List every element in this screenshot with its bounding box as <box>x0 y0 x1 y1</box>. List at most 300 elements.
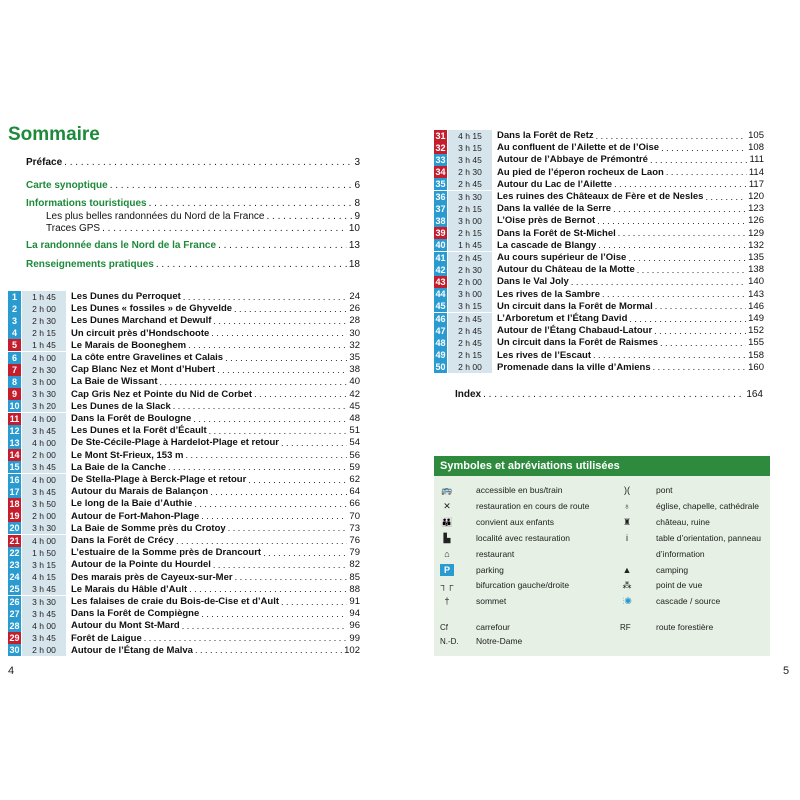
leader-dots <box>195 645 342 655</box>
leader-dots <box>160 377 348 387</box>
route-number-badge: 12 <box>9 425 20 436</box>
church-icon: ♁ <box>623 501 631 511</box>
route-page: 70 <box>349 510 360 522</box>
leader-dots <box>653 362 747 372</box>
route-entry[interactable] <box>8 290 360 303</box>
route-page: 54 <box>349 437 360 449</box>
route-duration: 2 h 45 <box>448 178 492 190</box>
route-duration: 4 h 00 <box>22 474 66 486</box>
route-name: Autour de l’Étang de Malva <box>71 644 193 656</box>
route-name: Dans la Forêt de Compiègne <box>71 608 200 620</box>
route-number-badge: 41 <box>435 252 446 263</box>
route-page: 146 <box>748 300 764 312</box>
route-number-badge: 4 <box>8 327 21 339</box>
route-duration: 2 h 30 <box>22 315 66 327</box>
route-page: 138 <box>748 264 764 276</box>
toc-page: 10 <box>348 223 360 234</box>
route-page: 114 <box>748 166 764 178</box>
route-duration: 2 h 45 <box>448 325 492 337</box>
leader-dots <box>655 301 746 311</box>
route-page: 88 <box>349 583 360 595</box>
route-name: Un circuit dans la Forêt de Mormal <box>497 300 653 312</box>
leader-dots <box>194 499 347 509</box>
leader-dots <box>281 597 347 607</box>
route-entry[interactable] <box>8 546 360 559</box>
route-number-badge: 28 <box>9 620 20 631</box>
leader-dots <box>654 326 746 336</box>
route-entry[interactable] <box>434 263 764 276</box>
route-entry[interactable] <box>8 449 360 462</box>
route-name: De Ste-Cécile-Plage à Hardelot-Plage et retour <box>71 437 280 449</box>
route-number-badge: 27 <box>9 608 20 619</box>
route-duration: 3 h 30 <box>22 596 66 608</box>
route-duration: 4 h 15 <box>22 571 66 583</box>
toc-preface[interactable] <box>26 156 360 169</box>
route-name: Les rives de la Sambre <box>497 288 600 300</box>
route-duration: 4 h 15 <box>448 130 492 142</box>
leader-dots <box>225 353 347 363</box>
route-name: La côte entre Gravelines et Calais <box>71 352 224 363</box>
route-number-badge: 33 <box>435 154 446 165</box>
route-name: La Baie de Wissant <box>71 376 158 388</box>
waterfall-icon: ⫶◉ <box>622 595 632 606</box>
route-number-badge: 23 <box>9 559 20 570</box>
route-entry[interactable] <box>8 424 360 437</box>
legend-text: table d’orientation, panneau <box>656 533 761 543</box>
route-entry[interactable] <box>434 178 764 191</box>
route-number-badge: 26 <box>9 596 20 607</box>
route-duration: 2 h 30 <box>448 264 492 276</box>
route-page: 40 <box>349 376 360 388</box>
route-entry[interactable] <box>434 324 764 337</box>
route-duration: 3 h 00 <box>448 215 492 227</box>
route-page: 158 <box>748 349 764 361</box>
route-number-badge: 40 <box>435 240 446 251</box>
legend-entry <box>440 563 504 577</box>
route-entry[interactable] <box>8 485 360 498</box>
route-number-badge: 3 <box>8 315 21 327</box>
legend-entry <box>620 547 705 561</box>
leader-dots <box>183 292 348 302</box>
leader-dots <box>211 328 347 338</box>
route-duration: 3 h 30 <box>22 522 66 534</box>
route-entry[interactable] <box>8 510 360 523</box>
leader-dots <box>173 401 348 411</box>
leader-dots <box>235 572 348 582</box>
leader-dots <box>614 179 747 189</box>
toc-label: La randonnée dans le Nord de la France <box>26 240 217 251</box>
route-entry[interactable] <box>434 300 764 313</box>
legend-text: camping <box>656 565 689 575</box>
viewpoint-icon: ⁂ <box>622 579 632 590</box>
route-name: Les falaises de craie du Bois-de-Cise et d’Ault <box>71 596 280 607</box>
toc-label: Index <box>455 389 482 400</box>
legend-text: carrefour <box>476 622 511 632</box>
leader-dots <box>666 167 747 177</box>
route-entry[interactable] <box>8 522 360 535</box>
route-entry[interactable] <box>8 302 360 315</box>
route-duration: 1 h 45 <box>448 239 492 251</box>
route-entry[interactable] <box>434 227 764 240</box>
route-number-badge: 19 <box>9 511 20 522</box>
route-page: 94 <box>349 608 360 620</box>
route-entry[interactable] <box>8 632 360 645</box>
route-entry[interactable] <box>8 375 360 388</box>
route-name: L’estuaire de la Somme près de Drancourt <box>71 547 262 559</box>
route-duration: 3 h 20 <box>22 400 66 412</box>
leader-dots <box>189 584 347 594</box>
route-page: 96 <box>349 620 360 632</box>
route-duration: 2 h 45 <box>448 337 492 349</box>
legend-entry <box>440 531 570 545</box>
leader-dots <box>213 560 348 570</box>
route-duration: 3 h 50 <box>22 498 66 510</box>
route-page: 132 <box>748 239 764 251</box>
route-name: Autour du Château de la Motte <box>497 264 635 276</box>
route-entry[interactable] <box>8 388 360 401</box>
route-duration: 3 h 15 <box>448 142 492 154</box>
route-number-badge: 44 <box>435 289 446 300</box>
route-number-badge: 29 <box>9 633 20 644</box>
legend-title: Symboles et abréviations utilisées <box>434 456 770 476</box>
route-entry[interactable] <box>434 202 764 215</box>
route-number-badge: 49 <box>435 350 446 361</box>
route-duration: 2 h 45 <box>448 313 492 325</box>
route-duration: 3 h 45 <box>22 632 66 644</box>
info-icon: i <box>626 533 628 543</box>
route-entry[interactable] <box>434 166 764 179</box>
leader-dots <box>185 450 347 460</box>
route-number-badge: 31 <box>435 130 446 141</box>
route-entry[interactable] <box>434 288 764 301</box>
leader-dots <box>650 155 748 165</box>
route-name: L’Oise près de Bernot <box>497 215 596 227</box>
route-name: Autour du Mont St-Mard <box>71 620 180 632</box>
route-page: 102 <box>344 644 360 656</box>
route-page: 123 <box>748 203 764 215</box>
leader-dots <box>596 131 747 141</box>
route-number-badge: 45 <box>435 301 446 312</box>
route-number-badge: 30 <box>9 645 20 656</box>
route-entry[interactable] <box>8 473 360 486</box>
route-entry[interactable] <box>8 327 360 340</box>
route-entry[interactable] <box>434 275 764 288</box>
route-entry[interactable] <box>8 339 360 352</box>
route-name: Les Dunes du Perroquet <box>71 291 181 302</box>
leader-dots <box>201 511 347 521</box>
legend-entry <box>620 620 713 634</box>
leader-dots <box>281 438 347 448</box>
leader-dots <box>618 228 746 238</box>
route-entry[interactable] <box>8 619 360 632</box>
route-name: Autour du Marais de Balançon <box>71 486 209 498</box>
leader-dots <box>660 338 746 348</box>
route-name: Cap Gris Nez et Pointe du Nid de Corbet <box>71 388 253 400</box>
route-page: 160 <box>748 361 764 373</box>
route-entry[interactable] <box>8 571 360 584</box>
route-name: Au cours supérieur de l’Oise <box>497 252 627 263</box>
route-entry[interactable] <box>8 363 360 376</box>
route-number-badge: 9 <box>8 388 21 400</box>
toc-page: 13 <box>348 240 360 251</box>
route-entry[interactable] <box>434 349 764 362</box>
route-page: 140 <box>748 276 764 288</box>
leader-dots <box>254 389 347 399</box>
route-entry[interactable] <box>8 351 360 364</box>
route-entry[interactable] <box>434 361 764 374</box>
route-entry[interactable] <box>434 312 764 325</box>
route-number-badge: 11 <box>9 413 20 424</box>
route-entry[interactable] <box>8 595 360 608</box>
leader-dots <box>228 523 348 533</box>
toc-page: 9 <box>354 211 360 222</box>
legend-text: Notre-Dame <box>476 636 523 646</box>
toc-label: Informations touristiques <box>26 198 147 209</box>
legend-text: sommet <box>476 596 507 606</box>
route-page: 30 <box>349 327 360 339</box>
route-name: La Baie de Somme près du Crotoy <box>71 522 226 534</box>
legend-text: restauration en cours de route <box>476 501 590 511</box>
route-page: 26 <box>349 303 360 315</box>
route-page: 45 <box>349 400 360 412</box>
leader-dots <box>593 350 746 360</box>
route-entry[interactable] <box>434 251 764 264</box>
route-duration: 3 h 30 <box>448 191 492 203</box>
route-number-badge: 6 <box>8 352 21 364</box>
legend-entry <box>440 578 569 592</box>
route-number-badge: 21 <box>9 535 20 546</box>
toc-traces-gps[interactable] <box>46 222 360 235</box>
route-duration: 3 h 30 <box>22 388 66 400</box>
route-duration: 3 h 45 <box>22 583 66 595</box>
leader-dots <box>602 289 746 299</box>
route-number-badge: 25 <box>9 584 20 595</box>
route-number-badge: 16 <box>9 474 20 485</box>
route-name: Forêt de Laigue <box>71 632 142 644</box>
route-duration: 4 h 00 <box>22 352 66 364</box>
route-name: Dans la vallée de la Serre <box>497 203 612 215</box>
route-duration: 3 h 00 <box>22 376 66 388</box>
leader-dots <box>571 277 746 287</box>
route-entry[interactable] <box>8 314 360 327</box>
route-page: 73 <box>349 522 360 534</box>
camping-icon: ▲ <box>622 565 632 575</box>
route-number-badge: 39 <box>435 228 446 239</box>
route-entry[interactable] <box>434 141 764 154</box>
leader-dots <box>201 609 347 619</box>
legend-entry <box>620 594 720 608</box>
nd-abbr: N.-D. <box>440 636 459 646</box>
leader-dots <box>598 240 746 250</box>
legend-entry <box>440 547 514 561</box>
route-name: Les Dunes « fossiles » de Ghyvelde <box>71 303 233 315</box>
leader-dots <box>234 304 347 314</box>
route-duration: 3 h 45 <box>22 461 66 473</box>
leader-dots <box>661 143 746 153</box>
legend-text: route forestière <box>656 622 714 632</box>
route-number-badge: 7 <box>8 364 21 376</box>
toc-label: Préface <box>26 157 63 168</box>
route-page: 56 <box>349 449 360 461</box>
route-entry[interactable] <box>8 583 360 596</box>
legend-text: accessible en bus/train <box>476 485 563 495</box>
route-name: Les ruines des Châteaux de Fère et de Nesles <box>497 191 704 202</box>
route-duration: 2 h 00 <box>22 303 66 315</box>
route-number-badge: 42 <box>435 264 446 275</box>
village-icon: ▙ <box>443 532 451 543</box>
route-name: Autour du Lac de l’Ailette <box>497 178 613 190</box>
route-page: 82 <box>349 559 360 571</box>
route-number-badge: 2 <box>8 303 21 315</box>
route-entry[interactable] <box>8 558 360 571</box>
route-number-badge: 37 <box>435 203 446 214</box>
route-page: 62 <box>349 474 360 485</box>
legend-text: cascade / source <box>656 596 721 606</box>
route-number-badge: 50 <box>435 362 446 373</box>
legend-entry <box>620 578 702 592</box>
leader-dots <box>144 633 348 643</box>
route-duration: 3 h 45 <box>22 425 66 437</box>
route-entry[interactable] <box>8 534 360 547</box>
route-name: Dans le Val Joly <box>497 276 569 288</box>
route-entry[interactable] <box>8 607 360 620</box>
route-entry[interactable] <box>434 239 764 252</box>
leader-dots <box>168 462 347 472</box>
route-number-badge: 47 <box>435 325 446 336</box>
route-number-badge: 20 <box>9 523 20 534</box>
route-page: 143 <box>748 288 764 300</box>
page-number-right: 5 <box>783 665 790 677</box>
route-number-badge: 43 <box>435 276 446 287</box>
route-number-badge: 46 <box>435 313 446 324</box>
route-number-badge: 10 <box>9 401 20 412</box>
route-name: Dans la Forêt de Retz <box>497 130 594 141</box>
route-duration: 4 h 00 <box>22 413 66 425</box>
route-entry[interactable] <box>434 190 764 203</box>
route-page: 64 <box>349 486 360 498</box>
legend-text: église, chapelle, cathédrale <box>656 501 760 511</box>
toc-label: Traces GPS <box>46 223 101 234</box>
legend-entry <box>620 531 761 545</box>
leader-dots <box>637 265 746 275</box>
route-entry[interactable] <box>8 400 360 413</box>
route-number-badge: 34 <box>435 167 446 178</box>
route-page: 108 <box>748 142 764 154</box>
leader-dots <box>263 548 347 558</box>
legend-text: localité avec restauration <box>476 533 571 543</box>
legend-entry <box>440 594 506 608</box>
leader-dots <box>705 192 746 202</box>
route-name: Un circuit dans la Forêt de Raismes <box>497 337 659 349</box>
restaurant-route-icon: ✕ <box>443 500 451 511</box>
leader-dots <box>597 216 746 226</box>
route-page: 126 <box>748 215 764 227</box>
route-page: 38 <box>349 364 360 376</box>
route-number-badge: 24 <box>9 572 20 583</box>
route-duration: 2 h 00 <box>448 361 492 373</box>
route-number-badge: 22 <box>9 547 20 558</box>
route-duration: 1 h 45 <box>22 339 66 351</box>
toc-label: Les plus belles randonnées du Nord de la France <box>46 211 265 222</box>
route-number-badge: 38 <box>435 215 446 226</box>
route-page: 85 <box>349 571 360 583</box>
route-page: 99 <box>349 632 360 644</box>
route-entry[interactable] <box>8 644 360 657</box>
route-entry[interactable] <box>8 461 360 474</box>
route-duration: 1 h 45 <box>22 291 66 303</box>
route-entry[interactable] <box>8 412 360 425</box>
route-name: Le Mont St-Frieux, 153 m <box>71 449 184 461</box>
route-name: Autour de la Pointe du Hourdel <box>71 559 211 571</box>
route-name: La cascade de Blangy <box>497 239 597 251</box>
route-page: 120 <box>748 191 764 202</box>
route-entry[interactable] <box>8 497 360 510</box>
route-duration: 4 h 00 <box>22 437 66 449</box>
children-icon: 👪 <box>441 516 453 527</box>
route-duration: 2 h 00 <box>22 510 66 522</box>
route-duration: 2 h 45 <box>448 252 492 264</box>
leader-dots <box>248 475 347 485</box>
leader-dots <box>628 253 746 263</box>
route-name: De Stella-Plage à Berck-Plage et retour <box>71 474 247 485</box>
route-name: Dans la Forêt de St-Michel <box>497 227 616 239</box>
toc-informations[interactable] <box>26 197 360 210</box>
route-duration: 2 h 15 <box>448 203 492 215</box>
leader-dots <box>209 426 348 436</box>
route-page: 24 <box>349 291 360 302</box>
route-page: 155 <box>748 337 764 349</box>
route-page: 129 <box>748 227 764 239</box>
toc-page: 6 <box>354 180 360 191</box>
route-entry[interactable] <box>434 336 764 349</box>
legend-entry <box>620 563 688 577</box>
route-number-badge: 36 <box>435 191 446 202</box>
toc-label: Renseignements pratiques <box>26 259 154 270</box>
route-entry[interactable] <box>434 129 764 142</box>
route-entry[interactable] <box>434 214 764 227</box>
restaurant-icon: ⌂ <box>444 549 450 559</box>
route-page: 111 <box>749 154 764 166</box>
route-number-badge: 32 <box>435 142 446 153</box>
bridge-icon: )( <box>624 485 630 495</box>
leader-dots <box>217 365 347 375</box>
legend-text: convient aux enfants <box>476 517 554 527</box>
route-duration: 3 h 45 <box>448 154 492 166</box>
route-name: Les Dunes et la Forêt d’Écault <box>71 425 207 437</box>
route-entry[interactable] <box>434 153 764 166</box>
route-duration: 2 h 00 <box>448 276 492 288</box>
page-number-left: 4 <box>8 665 15 677</box>
route-name: Des marais près de Cayeux-sur-Mer <box>71 571 233 583</box>
toc-randonnee-nord[interactable] <box>26 239 360 252</box>
route-duration: 2 h 00 <box>22 644 66 656</box>
route-duration: 2 h 15 <box>448 349 492 361</box>
leader-dots <box>213 316 347 326</box>
route-page: 28 <box>349 315 360 327</box>
legend-entry <box>440 634 522 648</box>
toc-page: 18 <box>348 259 360 270</box>
route-name: Au pied de l’éperon rocheux de Laon <box>497 166 664 178</box>
route-number-badge: 1 <box>8 291 21 303</box>
toc-carte[interactable] <box>26 179 360 192</box>
toc-renseignements[interactable] <box>26 258 360 271</box>
route-entry[interactable] <box>8 436 360 449</box>
legend-text: pont <box>656 485 673 495</box>
legend-entry <box>620 515 710 529</box>
route-duration: 4 h 00 <box>22 535 66 547</box>
toc-index[interactable] <box>455 388 763 401</box>
route-name: Le Marais de Booneghem <box>71 339 187 351</box>
